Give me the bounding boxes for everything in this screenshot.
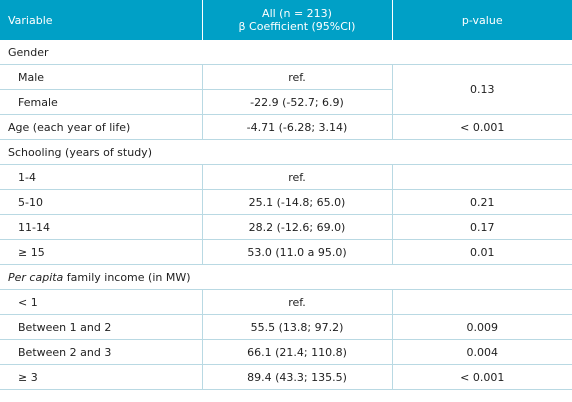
row-pvalue: 0.004 bbox=[392, 340, 572, 365]
row-label: Between 2 and 3 bbox=[0, 340, 202, 365]
section-label: Gender bbox=[0, 40, 572, 65]
row-label: 11-14 bbox=[0, 215, 202, 240]
row-label: 1-4 bbox=[0, 165, 202, 190]
row-label: ≥ 3 bbox=[0, 365, 202, 390]
table-row bbox=[0, 190, 572, 215]
row-pvalue: 0.01 bbox=[392, 240, 572, 265]
row-coef: 28.2 (-12.6; 69.0) bbox=[202, 215, 392, 240]
row-pvalue bbox=[392, 165, 572, 190]
table-row bbox=[0, 290, 572, 315]
row-coef: 89.4 (43.3; 135.5) bbox=[202, 365, 392, 390]
row-pvalue bbox=[392, 290, 572, 315]
row-label: 5-10 bbox=[0, 190, 202, 215]
row-pvalue: 0.009 bbox=[392, 315, 572, 340]
row-pvalue: < 0.001 bbox=[392, 365, 572, 390]
row-coef: 55.5 (13.8; 97.2) bbox=[202, 315, 392, 340]
row-coef: -4.71 (-6.28; 3.14) bbox=[202, 115, 392, 140]
table-row bbox=[0, 340, 572, 365]
section-income bbox=[0, 265, 572, 290]
table-row bbox=[0, 115, 572, 140]
header-all-line2: β Coefficient (95%CI) bbox=[238, 20, 356, 33]
section-label-italic: Per capita bbox=[8, 270, 64, 284]
row-label: < 1 bbox=[0, 290, 202, 315]
row-coef: ref. bbox=[202, 165, 392, 190]
section-gender bbox=[0, 40, 572, 65]
row-pvalue: 0.13 bbox=[392, 65, 572, 115]
table-row bbox=[0, 215, 572, 240]
section-schooling bbox=[0, 140, 572, 165]
row-coef: -22.9 (-52.7; 6.9) bbox=[202, 90, 392, 115]
table-row bbox=[0, 315, 572, 340]
row-pvalue: 0.21 bbox=[392, 190, 572, 215]
row-label: ≥ 15 bbox=[0, 240, 202, 265]
header-pvalue: p-value bbox=[392, 0, 572, 40]
table-row bbox=[0, 365, 572, 390]
section-label-rest: family income (in MW) bbox=[63, 270, 191, 284]
row-coef: 25.1 (-14.8; 65.0) bbox=[202, 190, 392, 215]
row-coef: 66.1 (21.4; 110.8) bbox=[202, 340, 392, 365]
row-label: Between 1 and 2 bbox=[0, 315, 202, 340]
table-row bbox=[0, 65, 572, 90]
section-label: Schooling (years of study) bbox=[0, 140, 572, 165]
row-label: Female bbox=[0, 90, 202, 115]
header-all bbox=[202, 0, 392, 40]
header-all-line1: All (n = 213) bbox=[262, 7, 332, 20]
table-row bbox=[0, 165, 572, 190]
section-label bbox=[0, 265, 572, 290]
row-label: Male bbox=[0, 65, 202, 90]
row-coef: ref. bbox=[202, 290, 392, 315]
table-row bbox=[0, 240, 572, 265]
row-pvalue: < 0.001 bbox=[392, 115, 572, 140]
row-coef: 53.0 (11.0 a 95.0) bbox=[202, 240, 392, 265]
header-row bbox=[0, 0, 572, 40]
row-coef: ref. bbox=[202, 65, 392, 90]
row-pvalue: 0.17 bbox=[392, 215, 572, 240]
row-label: Age (each year of life) bbox=[0, 115, 202, 140]
header-variable: Variable bbox=[0, 0, 202, 40]
